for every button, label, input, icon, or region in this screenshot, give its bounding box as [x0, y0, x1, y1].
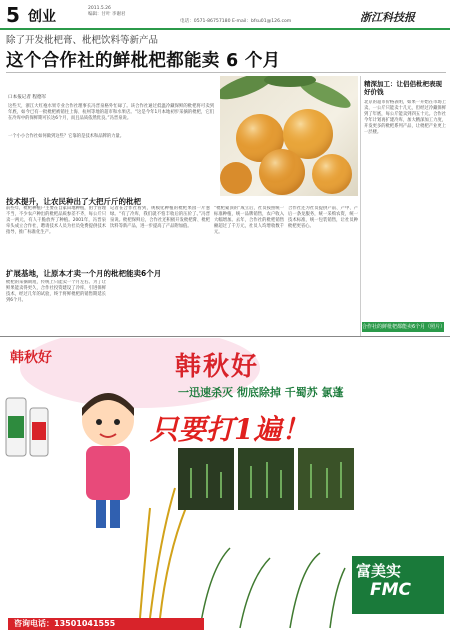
ad-brand-title: 韩秋好: [175, 352, 260, 382]
sidebar-caption: 合作社的鲜枇杷都能卖6个月（照片）: [362, 324, 446, 330]
ad-headline: 只要打1遍！: [150, 413, 310, 446]
lead-paragraph-2: 一个小小合作社如何做到这些？它靠的是技术和品牌的力量。: [8, 134, 125, 139]
article-subtitle: 除了开发枇杷膏、枇杷饮料等新产品: [6, 35, 159, 46]
lead-paragraph: 这些天，浙江大红袍水果专业合作社理事长冯晋泉格外忙碌了。该合作社通过低温冷藏保鲜的枇杷将可卖到年底，如今已有一批枇杷被销往上海、杭州等地的超市和水果店。“这是今年1月本地初步采摘的枇杷，它们在冷库中的保鲜期可长达6个月，而且品质依然优良。”冯晋泉说。: [8, 104, 214, 121]
column-3-body: “枇杷蒙顶的”成立后，社员按照统一标准种植，统一品牌销售，农户收入大幅增加。去年，合作社的枇杷销售额超过了千万元，社员人均增收数千元。: [214, 206, 284, 235]
ad-divider: [0, 336, 450, 337]
ad-brand-small: 韩秋好: [10, 350, 52, 366]
sidebar-body: 北京的超市价格表明，如果一开始在市场上卖，一公斤只能卖十几元，但经过冷藏保鲜到了年底，每公斤能卖到四五十元。合作社今年计划再扩建冷库，加大精深加工力度，开发更多的枇杷系列产品，让枇杷产业更上一层楼。: [364, 100, 446, 135]
header-meta: [88, 6, 125, 18]
page-number: 5: [6, 3, 20, 27]
sidebar-divider: [360, 76, 361, 336]
section2-body: 枇杷的采摘期短，传统上只能卖一个月左右。为了让鲜果能卖得更久，合作社投资建设了冷库，引进保鲜技术，经过几年的试验，终于将鲜枇杷的销售期延长到6个月。: [6, 280, 106, 303]
ad-phone: 咨询电话：13501041555: [8, 618, 204, 630]
section-heading-technology: 技术提升，让农民种出了大把斤斤的枇杷: [6, 197, 141, 206]
loquat-photo: [220, 76, 358, 196]
title-divider: [6, 72, 446, 73]
ad-slogan: 一迅速杀灭 彻底除掉 千蜀苏 氯蓬: [178, 386, 344, 399]
header-rule: [0, 28, 450, 30]
issue-date: 2011.5.26: [88, 6, 111, 11]
section-heading-expansion: 扩展基地，让原本才卖一个月的枇杷能卖6个月: [6, 269, 162, 278]
section1-body: 前些年，枇杷种植户主要在自家田地种植，由于管理不当，不少农户种出的枇杷品质参差不齐，每公斤只卖一两元，有人干脆放弃了种植。2001年，冯晋泉牵头成立合作社，聘请技术人员为社员免费提供技术指导，推广标准化生产。: [6, 206, 106, 235]
editor-line: 编辑：甘叶 李谢君: [88, 12, 126, 17]
masthead: 浙江科技报: [360, 11, 415, 24]
byline: 口本报记者 程德军: [8, 95, 47, 100]
sidebar-heading: 精深加工：让侣侣枇杷表现好价钱: [364, 80, 442, 96]
loquat-fruit-illustration: [220, 76, 358, 196]
contact-line: 电话：0571-86757180 E-mail：bfsu01@126.com: [180, 19, 292, 24]
column-4-body: 合作社还为社员提供产前、产中、产后一条龙服务，统一采购农资，统一技术标准，统一包装销售，让社员种枇杷更省心。: [288, 206, 358, 229]
section-title: 创业: [28, 9, 56, 25]
company-name-cn: 富美实: [356, 562, 402, 580]
article-title: 这个合作社的鲜枇杷都能卖 6 个月: [6, 51, 281, 71]
company-logo-fmc: FMC: [370, 580, 412, 600]
column-2-body: 记者在合作社看到，规模化种植的枇杷果园一片葱绿。“有了冷库，我们就不怕丰收后的压价了。”冯晋泉说。枇杷保鲜后，合作社还积极开发枇杷膏、枇杷饮料等新产品，进一步提高了产品附加值。: [110, 206, 210, 229]
